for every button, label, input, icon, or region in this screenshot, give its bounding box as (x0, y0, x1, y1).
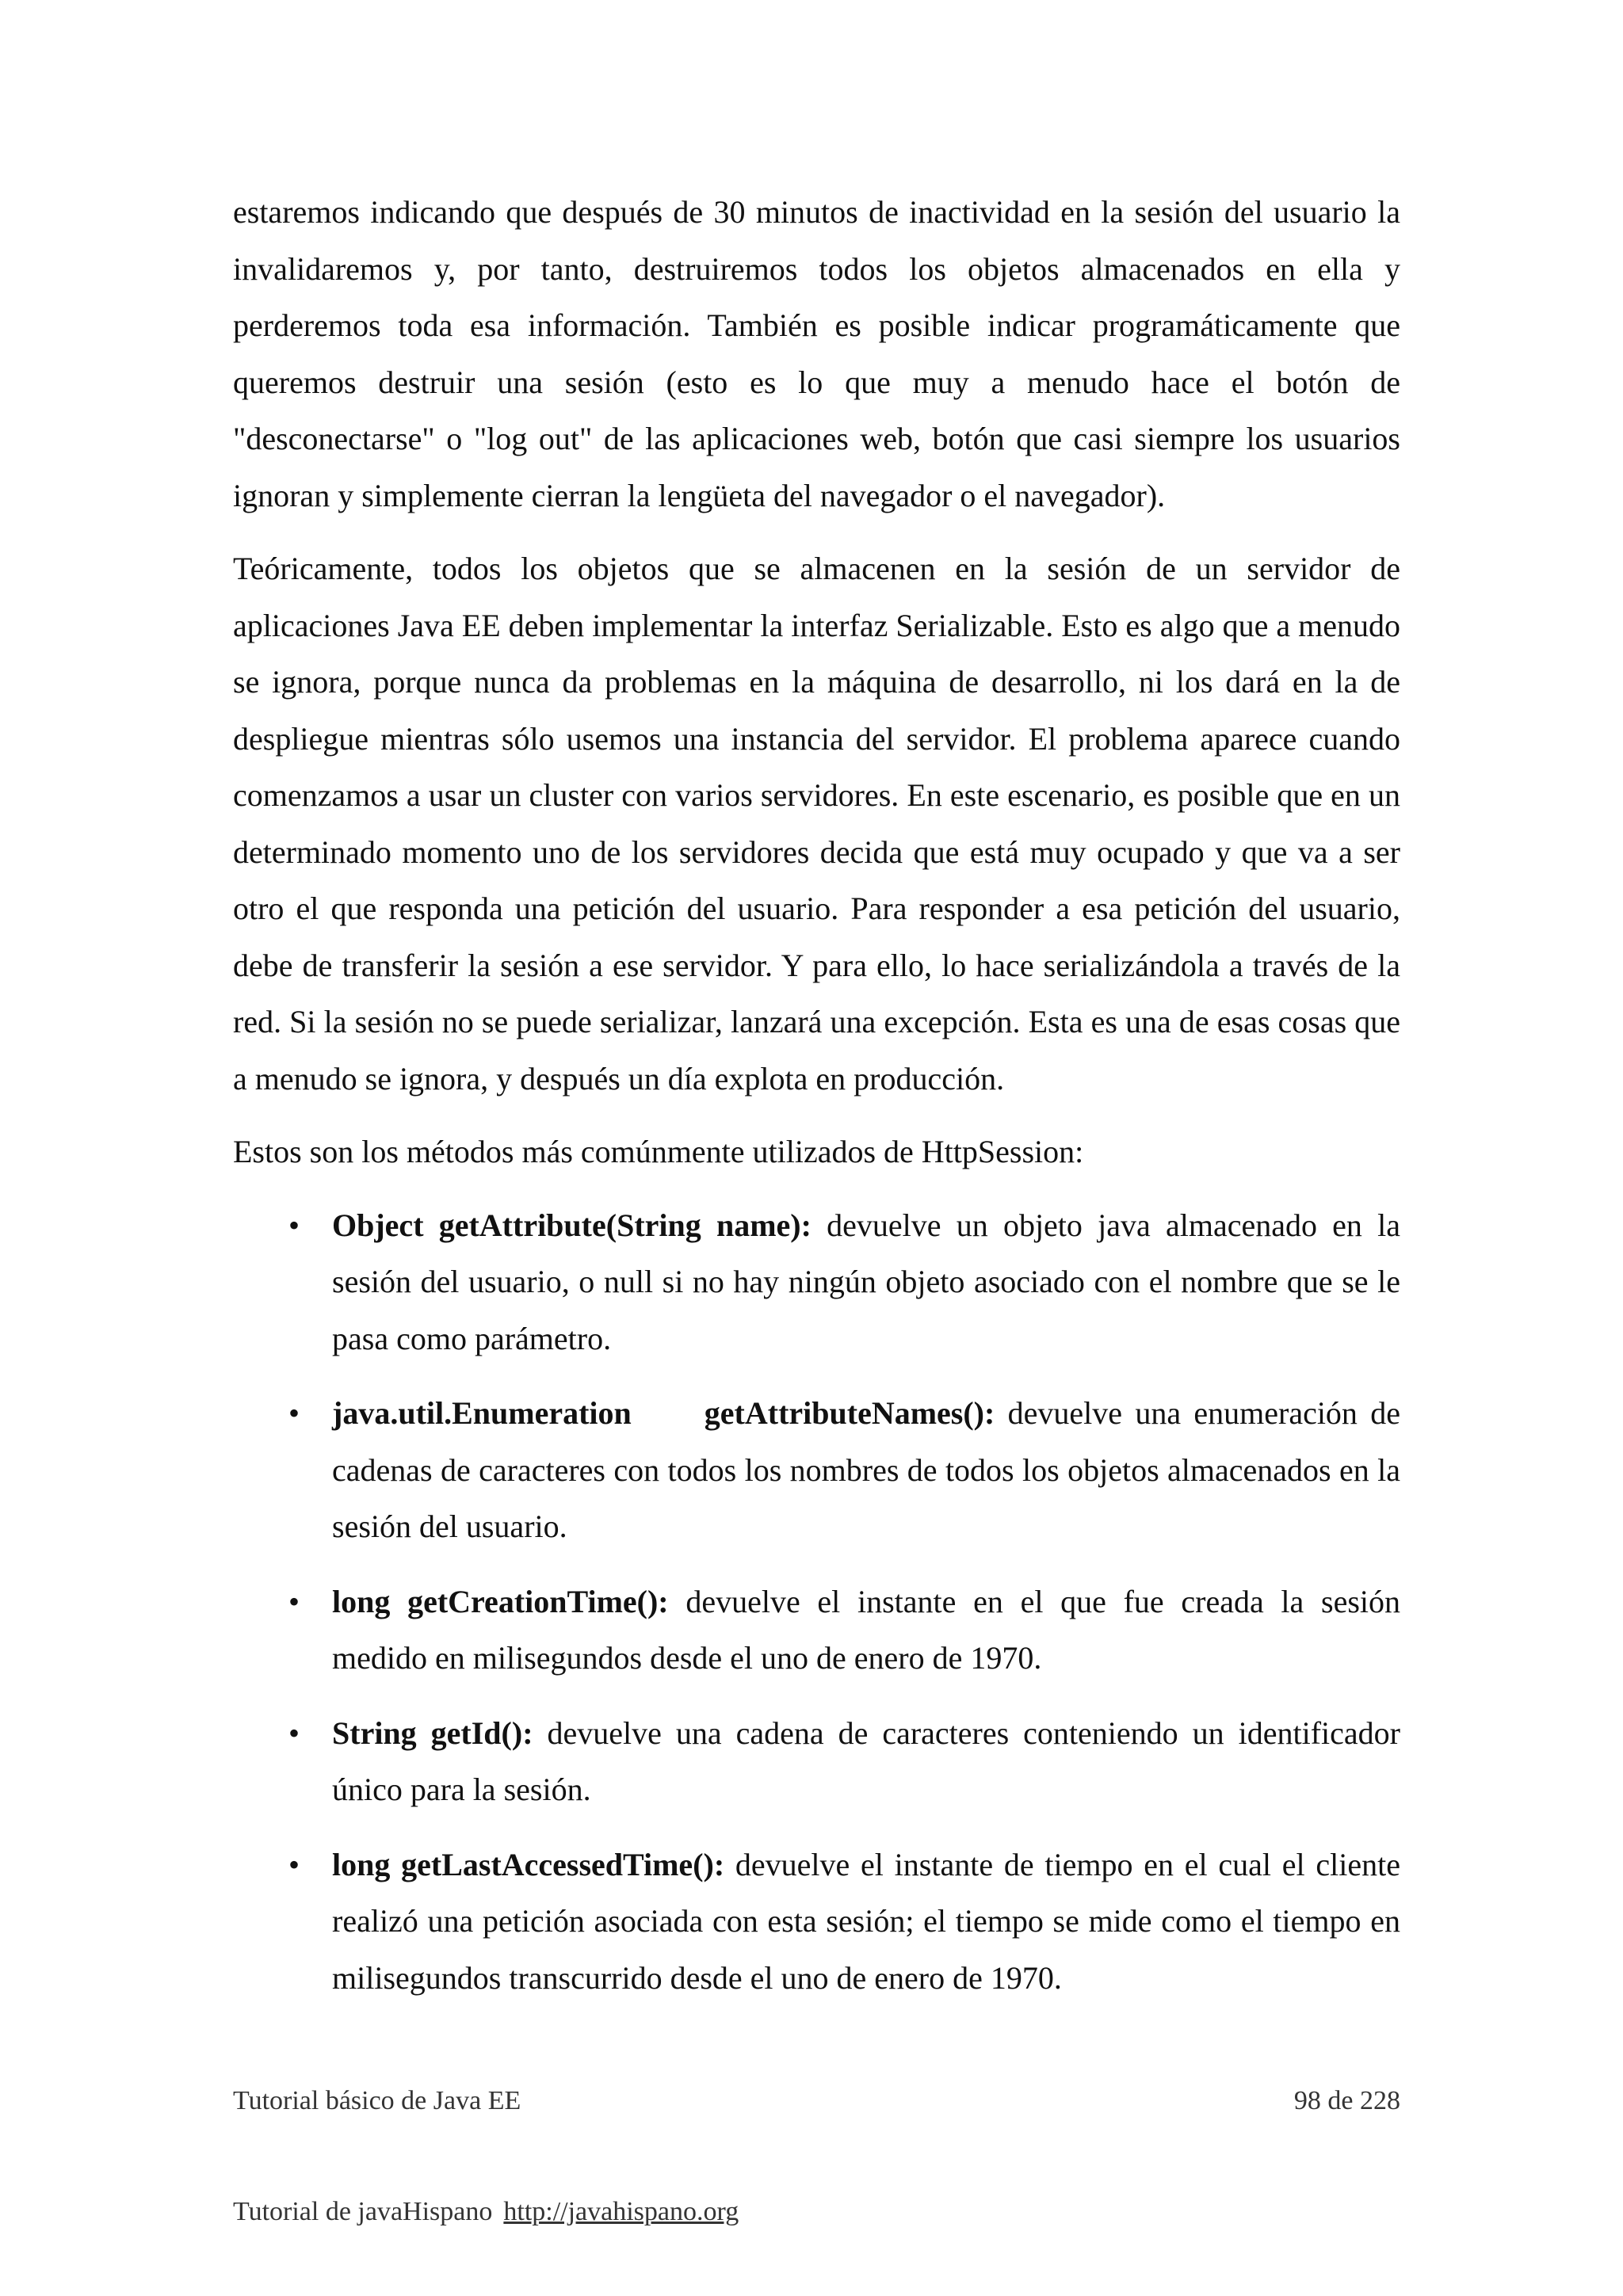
list-item-get-last-accessed-time (233, 1836, 1400, 2007)
method-signature: long getLastAccessedTime(): (332, 1846, 725, 1882)
list-item-get-id (233, 1705, 1400, 1818)
httpsession-methods-list (233, 1197, 1400, 2007)
paragraph-methods-intro: Estos son los métodos más comúnmente utilizados de HttpSession: (233, 1134, 1084, 1169)
method-description: devuelve un objeto java almacenado en la sesión del usuario, o null si no hay ningún objeto asociado con el nombre que se le pasa como parámetro. (332, 1207, 1401, 1356)
bullet-icon: • (288, 1395, 300, 1431)
method-signature: Object getAttribute(String name): (332, 1207, 812, 1243)
footer-publisher-line (233, 2196, 739, 2228)
list-item-get-attribute (233, 1197, 1400, 1367)
method-description: devuelve el instante en el que fue creada la sesión medido en milisegundos desde el uno de enero de 1970. (332, 1583, 1401, 1676)
bullet-icon: • (288, 1714, 300, 1751)
footer-publisher: Tutorial de javaHispano (233, 2197, 493, 2226)
list-item-get-attribute-names (233, 1385, 1400, 1555)
footer-url-link[interactable]: http://javahispano.org (503, 2197, 739, 2226)
paragraph-serializable: Teóricamente, todos los objetos que se almacenen en la sesión de un servidor de aplicaciones Java EE deben implementar la interfaz Serializable. Esto es algo que a menudo se ignora, porque nunca da problemas en la máquina de desarrollo, ni los dará en la de despliegue mientras sólo usemos una instancia del servidor. El problema aparece cuando comenzamos a usar un cluster con varios servidores. En este escenario, es posible que en un determinado momento uno de los servidores decida que está muy ocupado y que va a ser otro el que responda una petición del usuario. Para responder a esa petición del usuario, debe de transferir la sesión a ese servidor. Y para ello, lo hace serializándola a través de la red. Si la sesión no se puede serializar, lanzará una excepción. Esta es una de esas cosas que a menudo se ignora, y después un día explota en producción. (233, 551, 1400, 1097)
method-description: devuelve el instante de tiempo en el cual el cliente realizó una petición asociada con esta sesión; el tiempo se mide como el tiempo en milisegundos transcurrido desde el uno de enero de 1970. (332, 1846, 1400, 1996)
footer-page-number: 98 de 228 (1293, 2086, 1400, 2115)
list-item-get-creation-time (233, 1573, 1400, 1687)
bullet-icon: • (288, 1207, 300, 1243)
bullet-icon: • (288, 1583, 300, 1619)
paragraph-session-timeout: estaremos indicando que después de 30 minutos de inactividad en la sesión del usuario la invalidaremos y, por tanto, destruiremos todos los objetos almacenados en ella y perderemos toda esa información. También es posible indicar programáticamente que queremos destruir una sesión (esto es lo que muy a menudo hace el botón de "desconectarse" o "log out" de las aplicaciones web, botón que casi siempre los usuarios ignoran y simplemente cierran la lengüeta del navegador o el navegador). (233, 194, 1400, 513)
method-description: devuelve una cadena de caracteres conteniendo un identificador único para la sesión. (332, 1714, 1400, 1807)
method-description: devuelve una enumeración de cadenas de caracteres con todos los nombres de todos los objetos almacenados en la sesión del usuario. (332, 1395, 1400, 1544)
method-signature-return-type: java.util.Enumeration (332, 1395, 632, 1431)
bullet-icon: • (288, 1846, 300, 1882)
method-signature: String getId(): (332, 1714, 533, 1751)
method-signature: long getCreationTime(): (332, 1583, 669, 1619)
page-body (233, 184, 1400, 2024)
method-signature-name: getAttributeNames(): (704, 1395, 995, 1431)
footer-book-title: Tutorial básico de Java EE (233, 2086, 521, 2115)
